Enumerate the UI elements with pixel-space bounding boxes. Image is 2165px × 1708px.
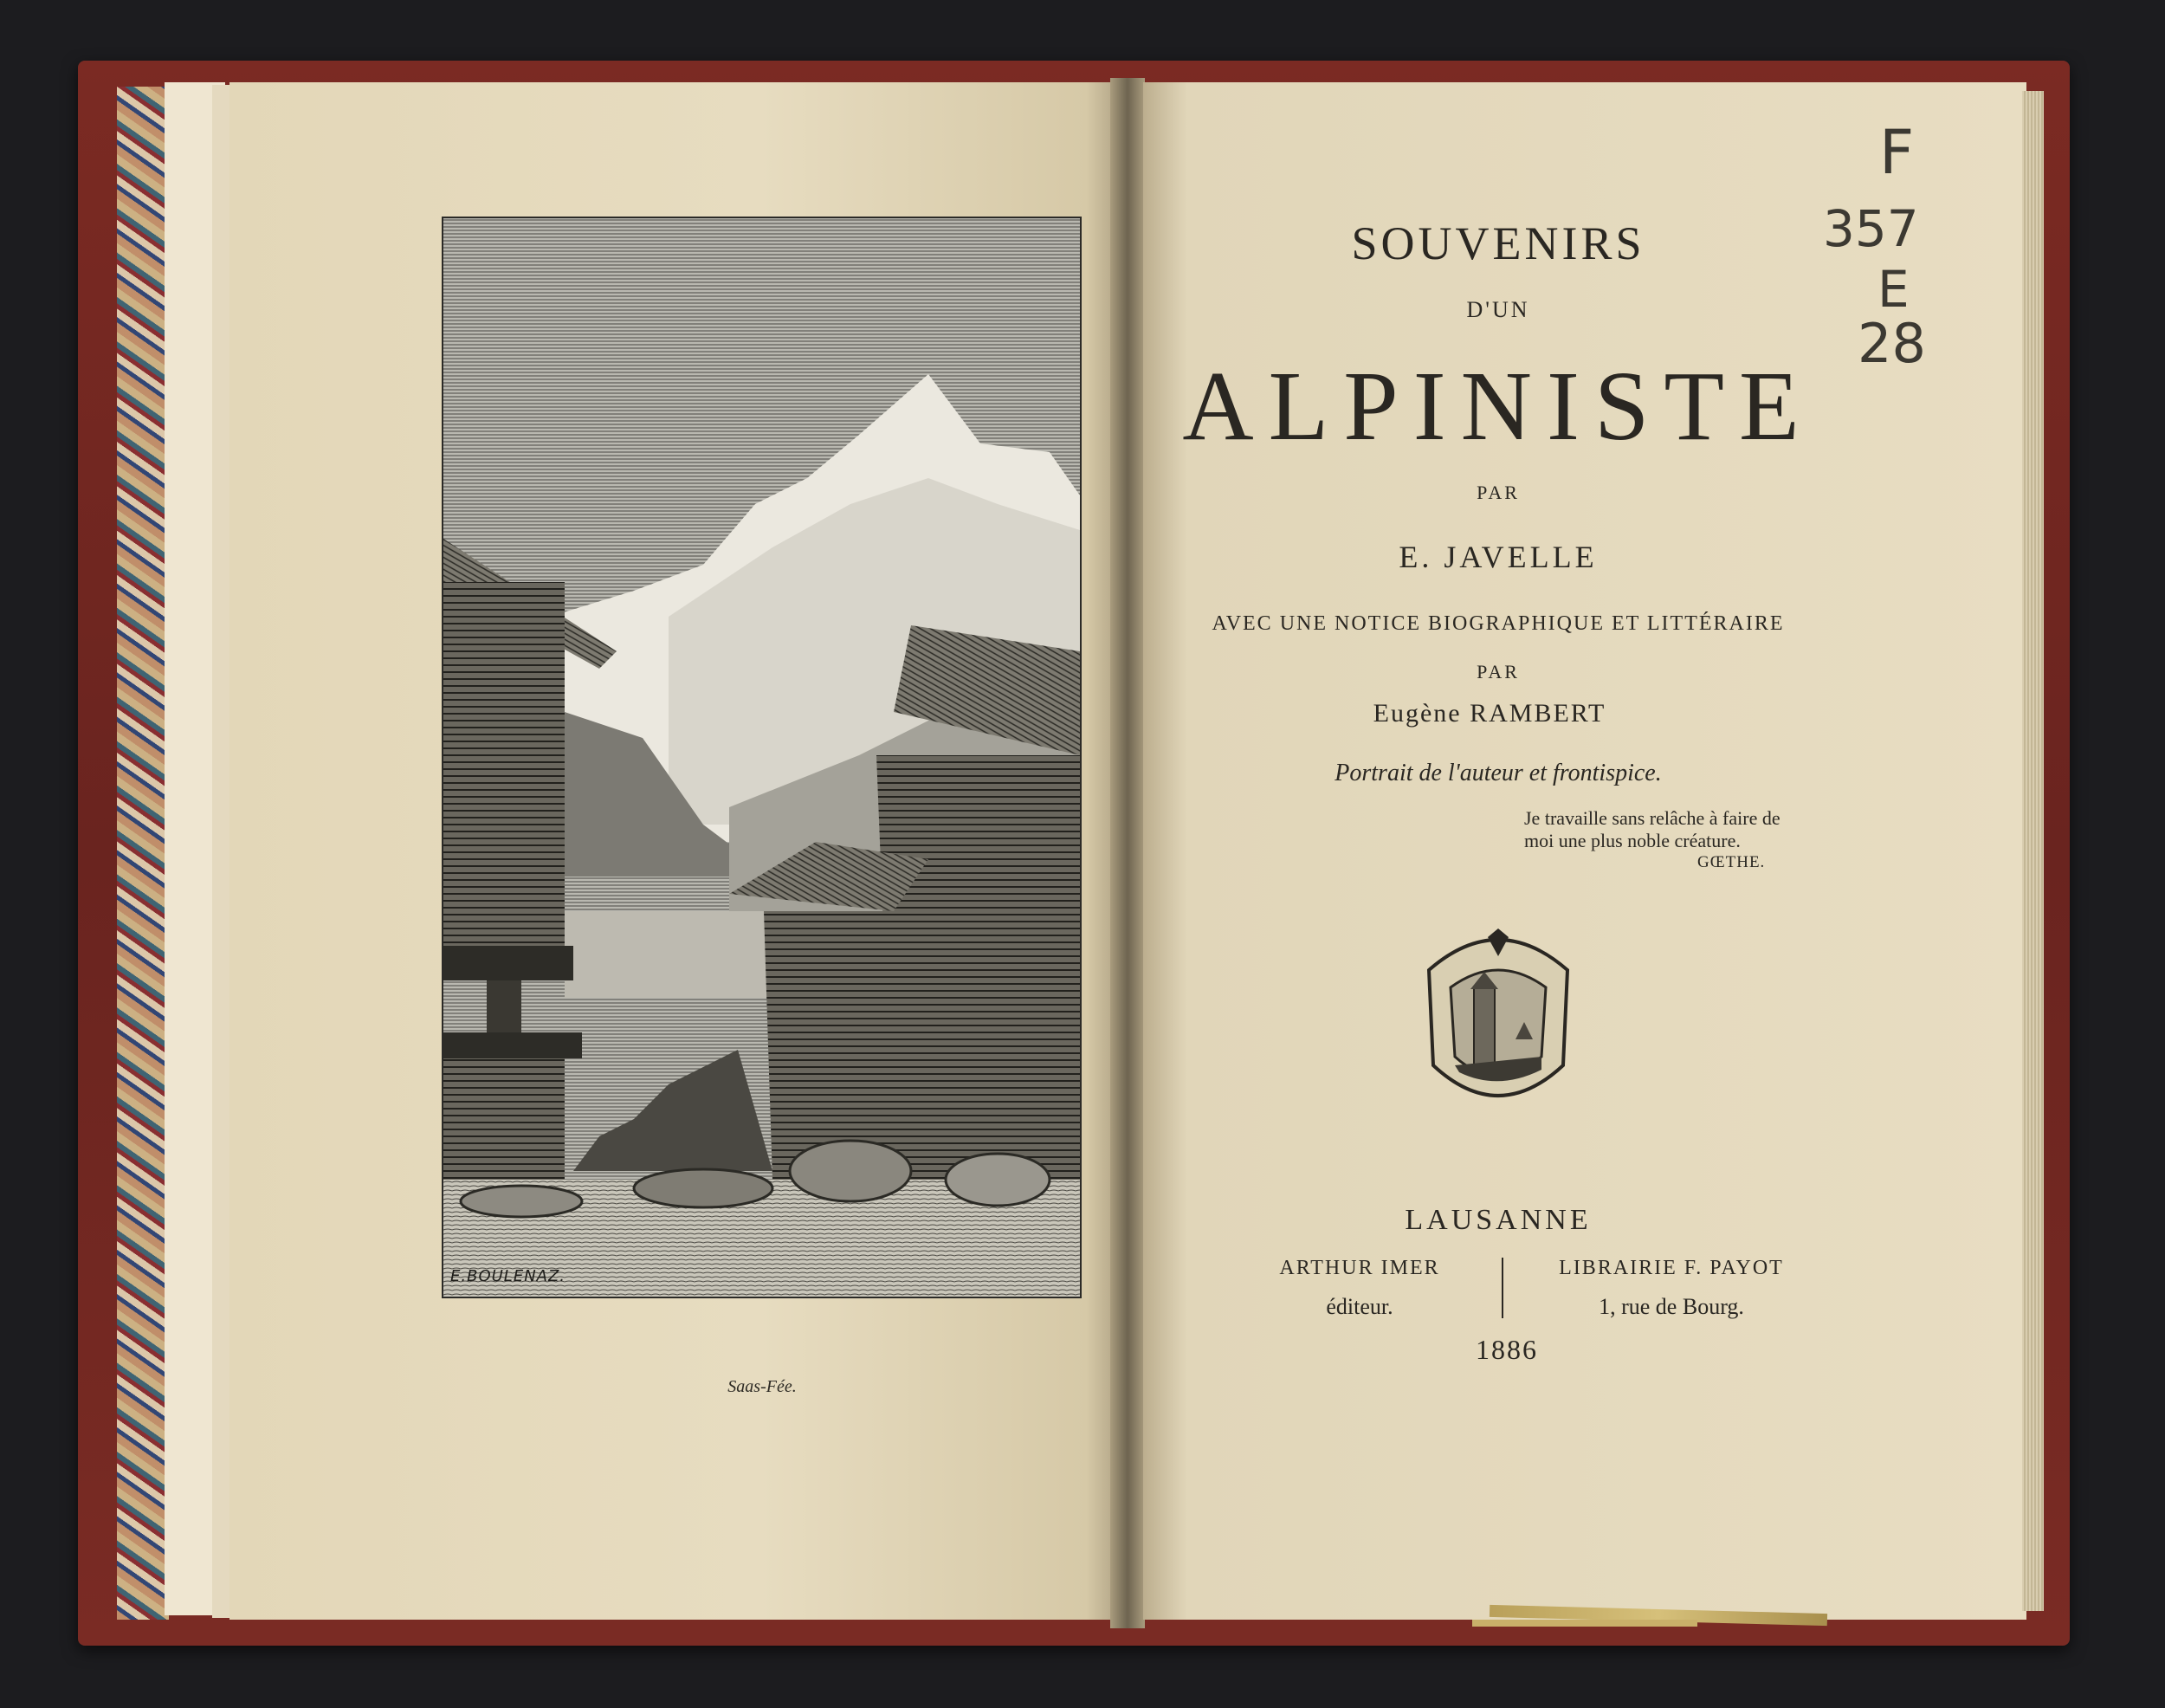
par-label-2: PAR: [1477, 661, 1520, 683]
page-edges: [2022, 91, 2044, 1611]
portrait-note: Portrait de l'auteur et frontispice.: [1335, 760, 1662, 786]
shelfmark-line-2: 357: [1823, 199, 1919, 258]
marbled-endpaper: [117, 87, 169, 1620]
title-line-1: SOUVENIRS: [1351, 217, 1645, 269]
publisher-1-name: ARTHUR IMER: [1279, 1257, 1440, 1279]
printer-mark-emblem: [1412, 918, 1585, 1122]
publisher-divider: [1502, 1258, 1503, 1318]
bookmark-ribbon-tail: [1472, 1620, 1697, 1627]
frontispiece-caption: Saas-Fée.: [727, 1377, 797, 1396]
publisher-2-address: 1, rue de Bourg.: [1599, 1294, 1744, 1319]
notice-line: AVEC UNE NOTICE BIOGRAPHIQUE ET LITTÉRAIRE: [1212, 612, 1785, 635]
par-label: PAR: [1477, 482, 1520, 503]
shelfmark-line-4: 28: [1858, 312, 1926, 375]
gutter: [1110, 78, 1145, 1628]
editor-name: Eugène RAMBERT: [1373, 699, 1606, 728]
title-line-3: ALPINISTE: [1182, 351, 1814, 461]
imprint-year: 1886: [1476, 1334, 1538, 1365]
author-name: E. JAVELLE: [1399, 540, 1598, 574]
publisher-1-role: éditeur.: [1326, 1294, 1393, 1319]
title-line-2: D'UN: [1466, 297, 1530, 322]
engraver-signature: E.BOULENAZ.: [450, 1267, 566, 1285]
shelfmark-line-1: F: [1879, 117, 1915, 188]
frontispiece-engraving: [442, 217, 1082, 1298]
epigraph-line-1: Je travaille sans relâche à faire de: [1524, 807, 1780, 829]
shelfmark-line-3: E: [1877, 260, 1910, 319]
publisher-2-name: LIBRAIRIE F. PAYOT: [1559, 1257, 1784, 1279]
epigraph-attribution: GŒTHE.: [1697, 853, 1766, 871]
epigraph-line-2: moi une plus noble créature.: [1524, 830, 1741, 851]
imprint-city: LAUSANNE: [1405, 1204, 1592, 1236]
